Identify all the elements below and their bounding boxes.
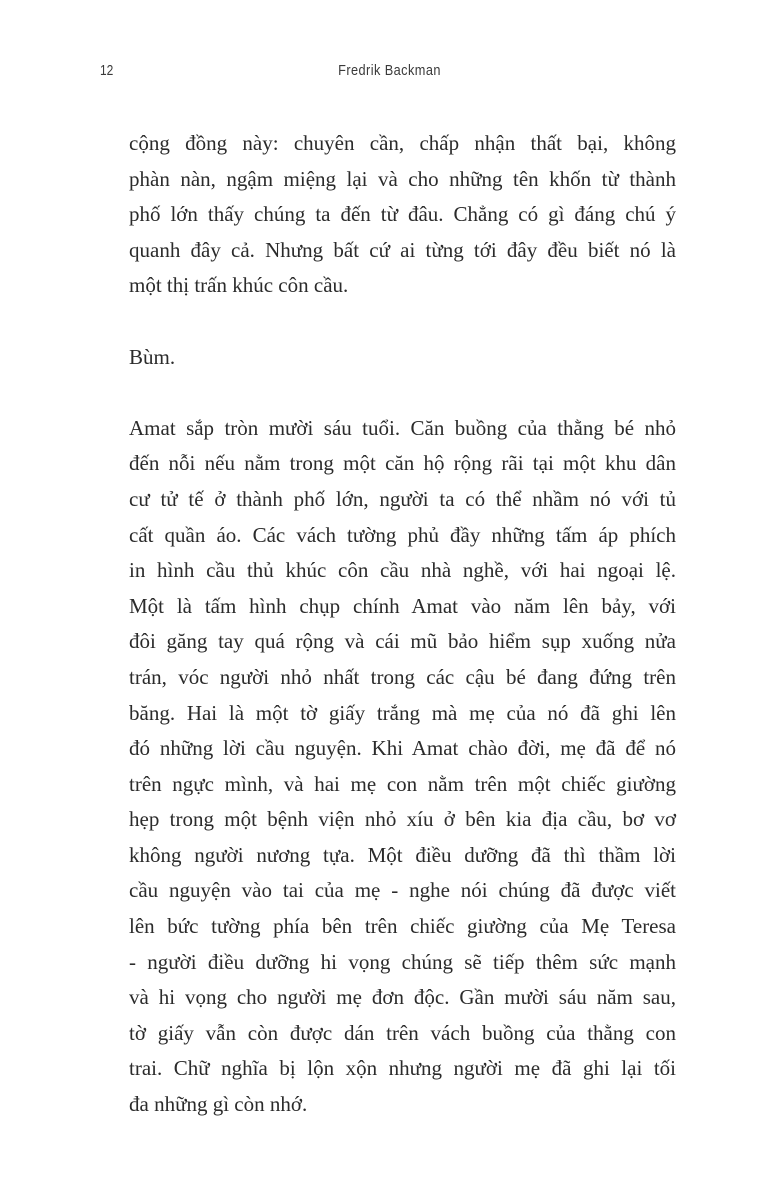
text-line: Bùm. — [129, 344, 176, 369]
text-line: cất quần áo. Các vách tường phủ đầy những tấm áp phích — [129, 522, 676, 547]
paragraph — [129, 340, 676, 376]
text-line: cầu nguyện vào tai của mẹ - nghe nói chúng đã được viết — [129, 878, 676, 903]
text-line: đôi găng tay quá rộng và cái mũ bảo hiểm sụp xuống nửa — [129, 629, 676, 654]
text-line: đến nỗi nếu nằm trong một căn hộ rộng rãi tại một khu dân — [129, 451, 676, 476]
text-line: và hi vọng cho người mẹ đơn độc. Gần mười sáu năm sau, — [129, 985, 676, 1010]
text-line: - người điều dưỡng hi vọng chúng sẽ tiếp thêm sức mạnh — [129, 949, 676, 974]
text-line: đa những gì còn nhớ. — [129, 1092, 308, 1117]
text-line: phố lớn thấy chúng ta đến từ đâu. Chẳng có gì đáng chú ý — [129, 202, 676, 227]
text-line: không người nương tựa. Một điều dưỡng đã thì thầm lời — [129, 842, 676, 867]
text-line: Amat sắp tròn mười sáu tuổi. Căn buồng của thằng bé nhỏ — [129, 415, 676, 440]
running-header — [0, 62, 779, 86]
paragraph-gap — [129, 304, 676, 340]
text-line: trán, vóc người nhỏ nhất trong các cậu bé đang đứng trên — [129, 664, 676, 689]
text-line: quanh đây cả. Nhưng bất cứ ai từng tới đây đều biết nó là — [129, 237, 676, 262]
text-line: in hình cầu thủ khúc côn cầu nhà nghề, với hai ngoại lệ. — [129, 558, 676, 583]
paragraph — [129, 411, 676, 1123]
text-line: một thị trấn khúc côn cầu. — [129, 273, 349, 298]
text-line: lên bức tường phía bên trên chiếc giường của Mẹ Teresa — [129, 914, 676, 939]
paragraph — [129, 126, 676, 304]
text-line: tờ giấy vẫn còn được dán trên vách buồng của thằng con — [129, 1020, 676, 1045]
text-line: băng. Hai là một tờ giấy trắng mà mẹ của nó đã ghi lên — [129, 700, 676, 725]
running-header-author: Fredrik Backman — [338, 62, 441, 79]
text-line: trên ngực mình, và hai mẹ con nằm trên một chiếc giường — [129, 771, 676, 796]
page-body — [129, 126, 676, 1123]
text-line: phàn nàn, ngậm miệng lại và cho những tên khốn từ thành — [129, 166, 676, 191]
page-number: 12 — [100, 62, 114, 79]
text-line: hẹp trong một bệnh viện nhỏ xíu ở bên kia địa cầu, bơ vơ — [129, 807, 676, 832]
text-line: Một là tấm hình chụp chính Amat vào năm lên bảy, với — [129, 593, 676, 618]
text-line: trai. Chữ nghĩa bị lộn xộn nhưng người mẹ đã ghi lại tối — [129, 1056, 676, 1081]
text-line: đó những lời cầu nguyện. Khi Amat chào đời, mẹ đã để nó — [129, 736, 676, 761]
paragraph-gap — [129, 375, 676, 411]
text-line: cộng đồng này: chuyên cần, chấp nhận thất bại, không — [129, 131, 676, 155]
text-line: cư tử tế ở thành phố lớn, người ta có thể nhầm nó với tủ — [129, 486, 676, 511]
